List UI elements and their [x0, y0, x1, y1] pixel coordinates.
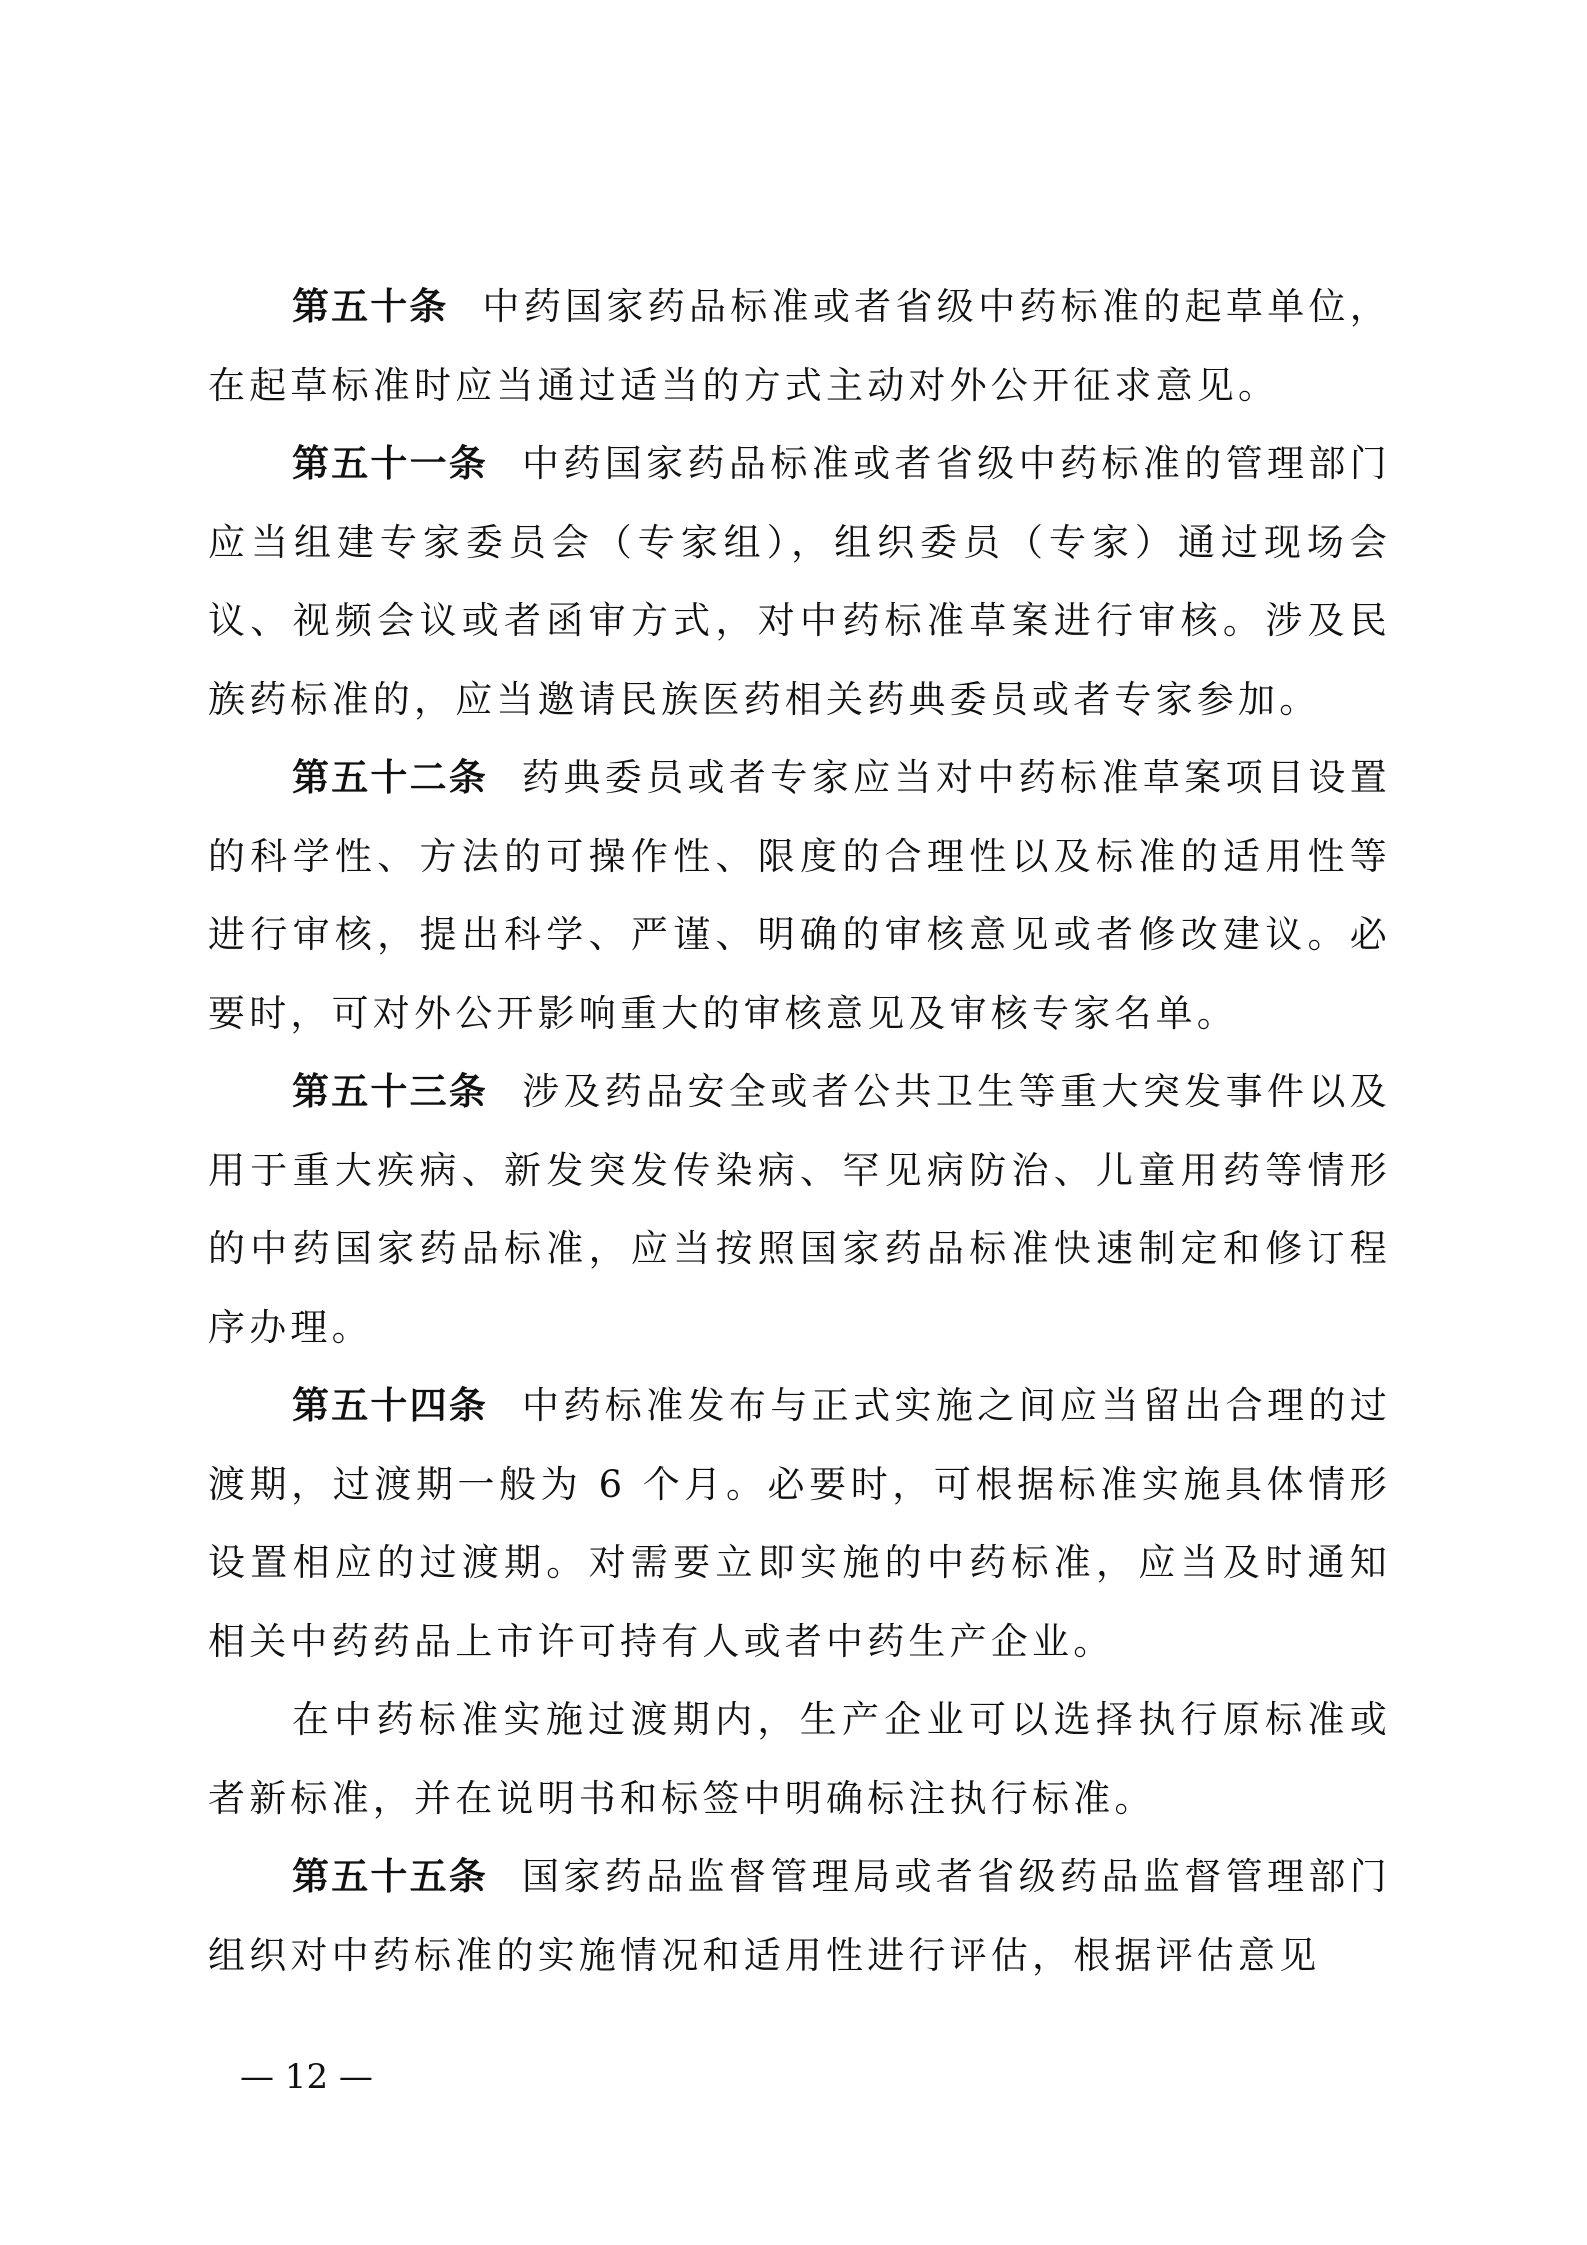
- article-52: [208, 739, 1391, 1053]
- article-text: 药典委员或者专家应当对中药标准草案项目设置的科学性、方法的可操作性、限度的合理性以及标准的适用性等进行审核，提出科学、严谨、明确的审核意见或者修改建议。必要时，可对外公开影响重大的审核意见及审核专家名单。: [208, 756, 1392, 1035]
- article-50: [208, 268, 1391, 425]
- article-title: 第五十五条: [292, 1855, 488, 1898]
- document-body: [208, 268, 1391, 1995]
- article-title: 第五十一条: [292, 442, 488, 485]
- article-title: 第五十二条: [292, 756, 488, 799]
- article-title: 第五十三条: [292, 1070, 488, 1113]
- article-54-paragraph-2: 在中药标准实施过渡期内，生产企业可以选择执行原标准或者新标准，并在说明书和标签中明确标注执行标准。: [208, 1698, 1391, 1820]
- article-text: 国家药品监督管理局或者省级药品监督管理部门组织对中药标准的实施情况和适用性进行评估，根据评估意见: [208, 1855, 1392, 1977]
- article-53: [208, 1053, 1391, 1367]
- article-text: 涉及药品安全或者公共卫生等重大突发事件以及用于重大疾病、新发突发传染病、罕见病防治、儿童用药等情形的中药国家药品标准，应当按照国家药品标准快速制定和修订程序办理。: [208, 1070, 1392, 1349]
- page-number: — 12 —: [240, 2057, 373, 2097]
- article-text: 中药标准发布与正式实施之间应当留出合理的过渡期，过渡期一般为 6 个月。必要时，可根据标准实施具体情形设置相应的过渡期。对需要立即实施的中药标准，应当及时通知相关中药药品上市许可持有人或者中药生产企业。: [208, 1384, 1392, 1663]
- article-55: [208, 1838, 1391, 1995]
- article-54: [208, 1367, 1391, 1681]
- article-text: 中药国家药品标准或者省级中药标准的起草单位，在起草标准时应当通过适当的方式主动对外公开征求意见。: [208, 285, 1391, 407]
- article-51: [208, 425, 1391, 739]
- article-title: 第五十条: [292, 285, 449, 328]
- article-text: 中药国家药品标准或者省级中药标准的管理部门应当组建专家委员会（专家组），组织委员（专家）通过现场会议、视频会议或者函审方式，对中药标准草案进行审核。涉及民族药标准的，应当邀请民族医药相关药典委员或者专家参加。: [208, 442, 1392, 721]
- article-title: 第五十四条: [292, 1384, 488, 1427]
